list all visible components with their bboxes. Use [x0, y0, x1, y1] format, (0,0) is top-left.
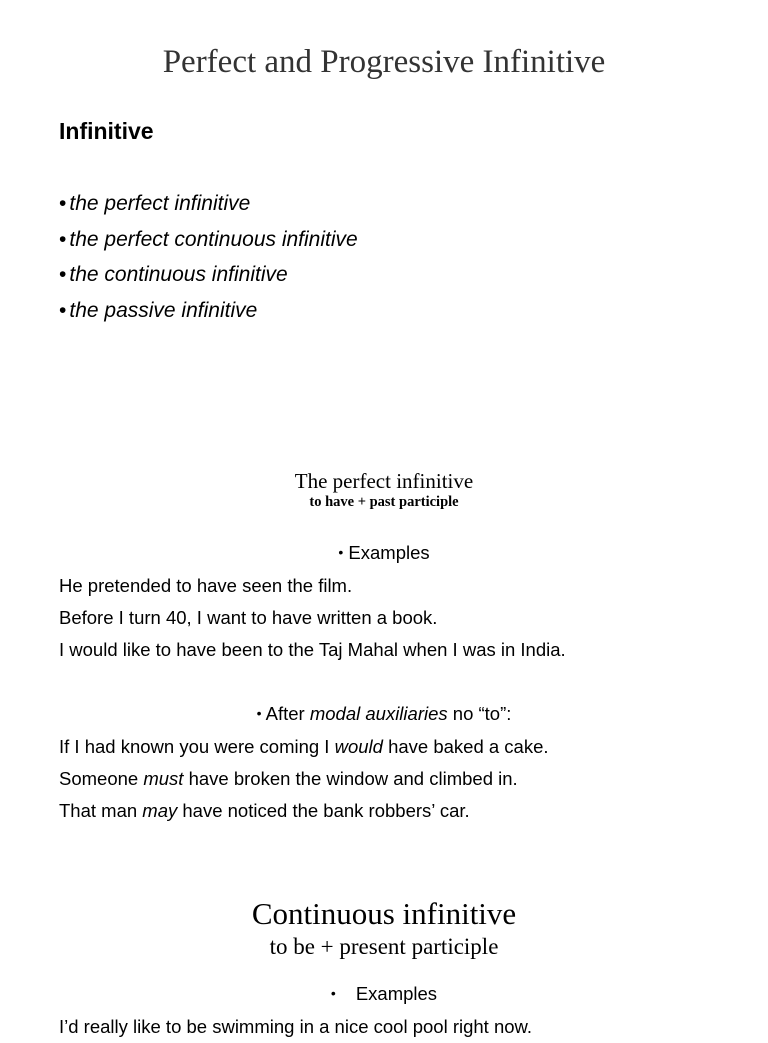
bullet-glyph: • [330, 985, 336, 1001]
bullet-glyph: • [256, 705, 262, 721]
modal-suffix: no “to”: [447, 703, 512, 724]
continuous-infinitive-title: Continuous infinitive [251, 896, 517, 931]
list-item [59, 257, 358, 293]
bullet-text: the perfect infinitive [69, 192, 251, 215]
bullet-glyph: • [59, 298, 67, 322]
example-sentence: I would like to have been to the Taj Mahal when I was in India. [59, 638, 566, 660]
perfect-examples-heading [0, 542, 768, 564]
example-sentence: He pretended to have seen the film. [59, 575, 353, 596]
bullet-glyph: • [59, 192, 67, 215]
continuous-infinitive-subtitle: to be + present participle [269, 934, 499, 959]
list-item [59, 222, 358, 258]
perfect-infinitive-subtitle: to have + past participle [309, 494, 459, 510]
section-heading: Infinitive [59, 118, 154, 144]
list-item [59, 293, 358, 329]
infinitive-bullet-list [59, 186, 358, 328]
modal-heading [0, 703, 768, 725]
bullet-glyph: • [338, 544, 344, 560]
modal-prefix: After [265, 703, 310, 724]
example-sentence: If I had known you were coming I would have baked a cake. [59, 736, 549, 757]
page-title: Perfect and Progressive Infinitive [162, 44, 606, 80]
continuous-example-partial: I’d really like to be swimming in a nice cool pool right now. [59, 1016, 533, 1037]
modal-italic: modal auxiliaries [309, 703, 448, 724]
example-sentence: Someone must have broken the window and climbed in. [59, 767, 518, 789]
bullet-text: the passive infinitive [69, 298, 258, 322]
modal-example-list [59, 731, 549, 826]
example-sentence: That man may have noticed the bank robbers’ car. [59, 799, 470, 821]
list-item [59, 186, 358, 222]
perfect-infinitive-title: The perfect infinitive [294, 469, 474, 493]
examples-label: Examples [348, 542, 430, 563]
bullet-glyph: • [59, 227, 67, 251]
bullet-text: the continuous infinitive [69, 263, 288, 286]
bullet-text: the perfect continuous infinitive [69, 227, 358, 251]
bullet-glyph: • [59, 263, 67, 286]
perfect-example-list [59, 570, 566, 665]
continuous-examples-heading [0, 983, 768, 1005]
examples-label: Examples [355, 983, 438, 1004]
example-sentence: Before I turn 40, I want to have written a book. [59, 606, 438, 628]
